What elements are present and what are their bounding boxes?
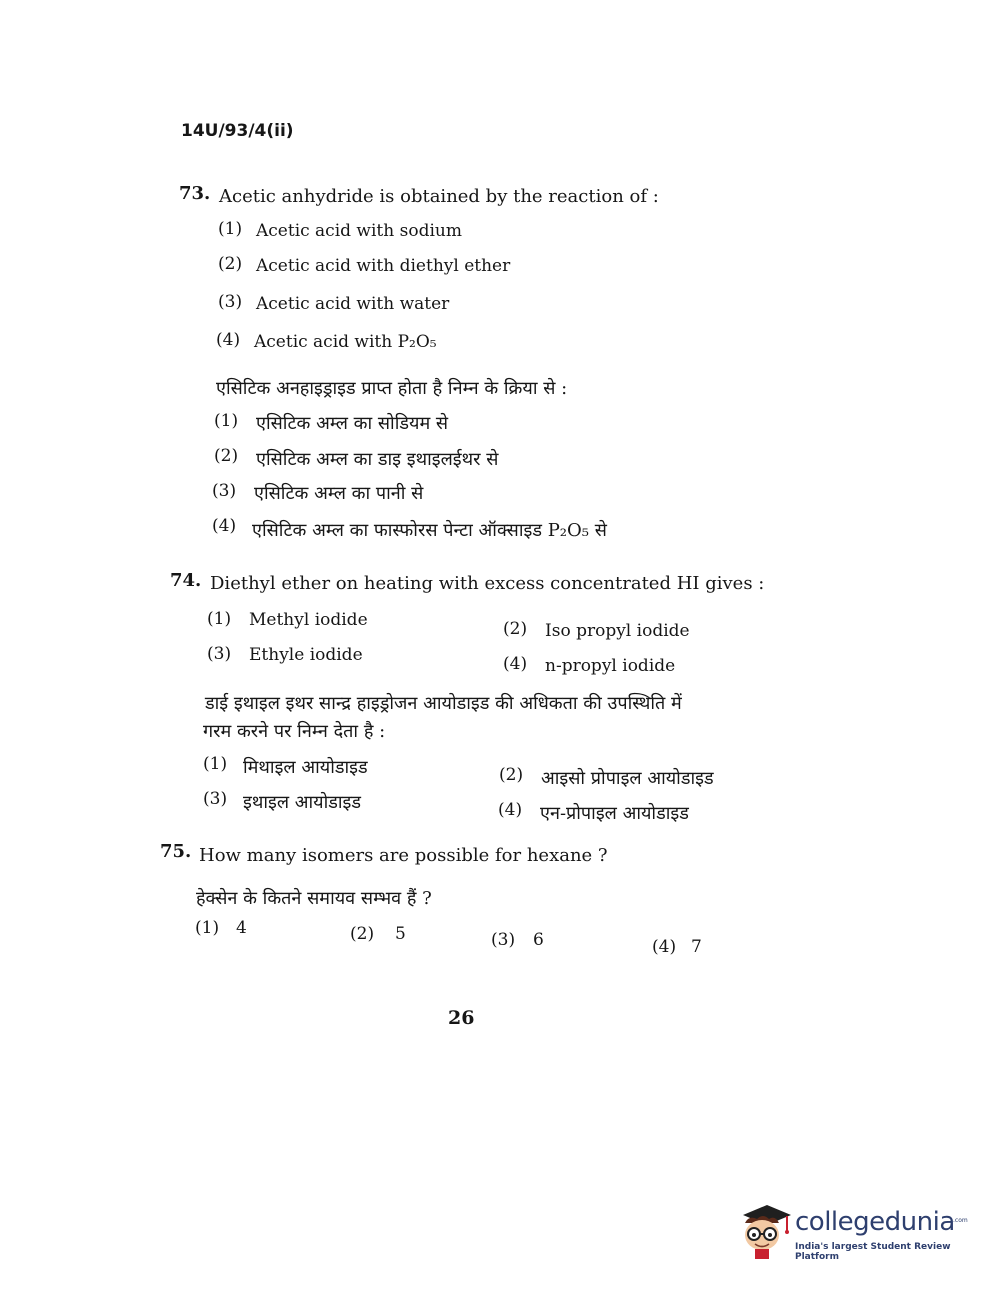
option-label: (3) — [207, 644, 232, 664]
option-label: (3) — [491, 930, 516, 950]
option-text: Acetic acid with diethyl ether — [256, 256, 511, 276]
option-label: (4) — [498, 800, 523, 820]
question-text-en: Diethyl ether on heating with excess concentrated HI gives : — [210, 573, 765, 594]
option-text-hi: मिथाइल आयोडाइड — [243, 757, 368, 778]
question-text-en: Acetic anhydride is obtained by the reaction of : — [219, 186, 659, 207]
option-text-hi: एसिटिक अम्ल का डाइ इथाइलईथर से — [256, 449, 499, 470]
question-text-en: How many isomers are possible for hexane ? — [199, 845, 608, 866]
question-number: 73. — [179, 183, 211, 204]
page-number: 26 — [448, 1007, 475, 1029]
option-label: (1) — [218, 219, 243, 239]
option-label: (2) — [499, 765, 524, 785]
option-label: (1) — [214, 411, 239, 431]
option-label: (1) — [195, 918, 220, 938]
option-label: (4) — [503, 654, 528, 674]
option-label: (3) — [218, 292, 243, 312]
option-text: Acetic acid with sodium — [256, 221, 462, 241]
option-label: (3) — [212, 481, 237, 501]
option-label: (2) — [503, 619, 528, 639]
option-text: Acetic acid with water — [256, 294, 450, 314]
option-text: Iso propyl iodide — [545, 621, 690, 641]
collegedunia-logo — [735, 1195, 968, 1270]
question-text-hi: एसिटिक अनहाइड्राइड प्राप्त होता है निम्न के क्रिया से : — [216, 378, 568, 399]
option-label: (4) — [212, 516, 237, 536]
option-text: n-propyl iodide — [545, 656, 676, 676]
option-text-hi: आइसो प्रोपाइल आयोडाइड — [541, 768, 714, 789]
logo-tagline: India's largest Student Review Platform — [795, 1242, 951, 1262]
option-text: Methyl iodide — [249, 610, 368, 630]
option-text: Ethyle iodide — [249, 645, 363, 665]
option-text: 5 — [395, 924, 406, 944]
option-label: (2) — [214, 446, 239, 466]
option-text-hi: एसिटिक अम्ल का सोडियम से — [256, 413, 449, 434]
student-mascot-icon — [735, 1195, 795, 1265]
option-label: (1) — [203, 754, 228, 774]
option-label: (4) — [216, 330, 241, 350]
option-text: 4 — [236, 918, 247, 938]
option-text: 6 — [533, 930, 544, 950]
question-number: 75. — [160, 841, 192, 862]
option-label: (2) — [218, 254, 243, 274]
question-text-hi: हेक्सेन के कितने समायव सम्भव हैं ? — [196, 888, 432, 909]
option-text-hi: एन-प्रोपाइल आयोडाइड — [540, 803, 689, 824]
logo-suffix: .com — [953, 1217, 968, 1224]
option-label: (4) — [652, 937, 677, 957]
option-label: (1) — [207, 609, 232, 629]
option-text-hi: एसिटिक अम्ल का फास्फोरस पेन्टा ऑक्साइड P₂O₅ से — [252, 520, 607, 541]
paper-code: 14U/93/4(ii) — [181, 121, 294, 141]
option-label: (2) — [350, 924, 375, 944]
logo-wordmark: collegedunia — [795, 1207, 955, 1237]
option-label: (3) — [203, 789, 228, 809]
question-text-hi-line2: गरम करने पर निम्न देता है : — [203, 721, 386, 742]
question-number: 74. — [170, 570, 202, 591]
option-text: 7 — [691, 937, 702, 957]
question-text-hi: डाई इथाइल इथर सान्द्र हाइड्रोजन आयोडाइड की अधिकता की उपस्थिति में — [205, 693, 682, 714]
option-text-hi: इथाइल आयोडाइड — [243, 792, 362, 813]
option-text-hi: एसिटिक अम्ल का पानी से — [254, 483, 424, 504]
option-text: Acetic acid with P₂O₅ — [254, 332, 437, 352]
